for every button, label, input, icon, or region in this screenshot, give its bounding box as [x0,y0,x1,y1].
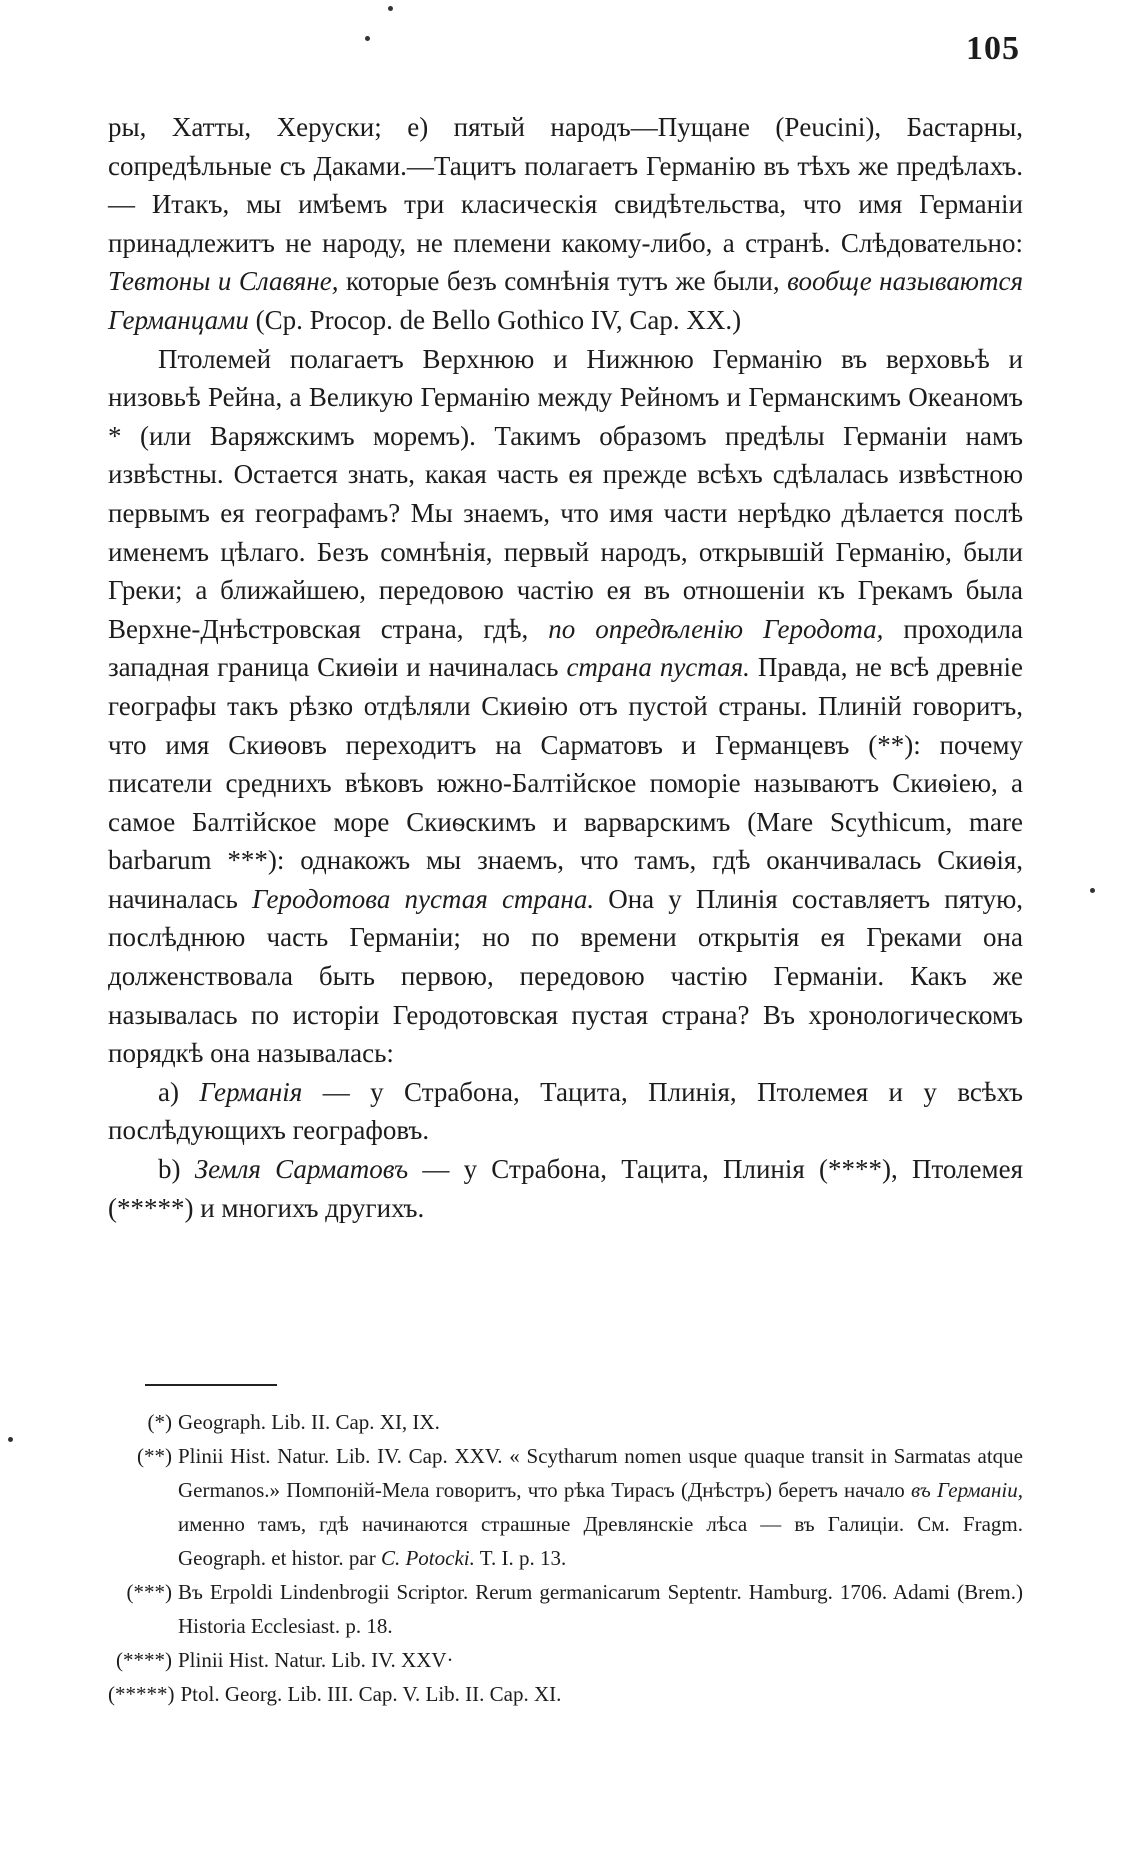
paragraph [108,340,1023,1073]
scan-speck [8,1437,13,1442]
text-run: a) [158,1076,200,1107]
text-run: Въ Erpoldi Lindenbrogii Scriptor. Rerum germanicarum Septentr. Hamburg. 1706. Adami (Brem.) Historia Ecclesiast. p. 18. [178,1580,1023,1638]
list-item-a [108,1073,1023,1150]
footnote [108,1575,1023,1643]
text-run: Правда, не всѣ древніе географы такъ рѣзко отдѣляли Скиѳію отъ пустой страны. Плиній говоритъ, что имя Скиѳовъ переходитъ на Сарматовъ и Германцевъ (**): почему писатели среднихъ вѣковъ южно-Балтійское поморіе называютъ Скиѳіею, а самое Балтійское море Скиѳскимъ и варварскимъ (Mare Scythicum, mare barbarum ***): однакожъ мы знаемъ, что тамъ, гдѣ оканчивалась Скиѳія, начиналась [108,652,1023,914]
footnote [108,1439,1023,1575]
footnote [108,1643,1023,1677]
text-run: Она у Плинія составляетъ пятую, послѣднюю часть Германіи; но по времени открытія ея Греками она долженствовала быть первою, передовою частію Германіи. Какъ же называлась по исторіи Геродотовская пустая страна? Въ хронологическомъ порядкѣ она называлась: [108,883,1023,1069]
scan-speck [365,36,370,41]
italic-run: Тевтоны и Славяне, [108,266,339,297]
footnote [108,1405,1023,1439]
body-text [108,108,1023,1227]
page-number: 105 [966,30,1020,67]
text-run: — у Страбона, Тацита, Плинія (****), Птолемея (*****) и многихъ другихъ. [108,1154,1023,1223]
footnote-mark: (*) [147,1410,172,1434]
text-run: b) [158,1154,195,1185]
footnote-mark: (**) [137,1444,172,1468]
footnote-text [178,1405,1023,1439]
text-run: именно тамъ, гдѣ начинаются страшные Древлянскіе лѣса — въ Галиціи. См. Fragm. Geograph. et histor. par [178,1512,1023,1570]
text-run: проходила западная граница Скиѳіи и начиналась [108,613,1024,683]
italic-run: Земля Сарматовъ [194,1154,409,1185]
footnote-mark: (***) [126,1580,172,1604]
footnote-text [178,1643,1023,1677]
italic-run: въ Германіи, [911,1478,1023,1502]
paragraph [108,108,1023,340]
text-run: ры, Хатты, Херуски; е) пятый народъ—Пущане (Peucini), Бастарны, сопредѣльные съ Даками.—Тацитъ полагаетъ Германію въ тѣхъ же предѣлахъ.— Итакъ, мы имѣемъ три класическія свидѣтельства, что имя Германіи принадлежитъ не народу, не племени какому-либо, а странѣ. Слѣдовательно: [108,112,1023,258]
footnote-mark: (****) [116,1648,172,1672]
list-item-b [108,1150,1023,1227]
text-run: — у Страбона, Тацита, Плинія, Птолемея и у всѣхъ послѣдующихъ географовъ. [108,1076,1023,1146]
italic-run: Геродотова пустая страна. [251,883,595,914]
text-run: Plinii Hist. Natur. Lib. IV. Cap. XXV. « Scytharum nomen usque quaque transit in Sarmatas atque Germanos.» Помпоній-Мела говоритъ, что рѣка Тирасъ (Днѣстръ) беретъ начало [178,1444,1023,1502]
scan-speck [388,6,393,11]
footnotes [108,1405,1023,1711]
italic-run: Германія [199,1076,303,1107]
text-run: Ptol. Georg. Lib. III. Cap. V. Lib. II. Cap. XI. [180,1682,562,1706]
footnote [108,1677,1023,1711]
text-run: Geograph. Lib. II. Cap. XI, IX. [178,1410,440,1434]
footnote-text [178,1575,1023,1643]
text-run: Птолемей полагаетъ Верхнюю и Нижнюю Германію въ верховьѣ и низовьѣ Рейна, а Великую Германію между Рейномъ и Германскимъ Океаномъ * (или Варяжскимъ моремъ). Такимъ образомъ предѣлы Германіи намъ извѣстны. Остается знать, какая часть ея прежде всѣхъ сдѣлалась извѣстною первымъ ея географамъ? Мы знаемъ, что имя части нерѣдко дѣлается послѣ именемъ цѣлаго. Безъ сомнѣнія, первый народъ, открывшій Германію, были Греки; а ближайшею, передовою частію ея въ отношеніи къ Грекамъ была Верхне-Днѣстровская страна, гдѣ, [108,343,1023,644]
text-run: которые безъ сомнѣнія тутъ же были, [338,266,788,297]
italic-run: страна пустая. [566,652,750,683]
italic-run: C. Potocki. [380,1546,475,1570]
text-run: Plinii Hist. Natur. Lib. IV. XXV· [178,1648,454,1672]
footnote-text [178,1439,1023,1575]
italic-run: по опредѣленію Геродота, [548,613,884,644]
footnote-separator [145,1384,277,1386]
scan-speck [1090,888,1095,893]
footnote-mark: (*****) [108,1682,175,1706]
text-run: (Ср. Procop. de Bello Gothico IV, Cap. XX.) [248,304,742,335]
italic-run: вообще называются Германцами [108,266,1023,335]
footnote-text [181,1677,1024,1711]
text-run: T. I. p. 13. [474,1546,567,1570]
